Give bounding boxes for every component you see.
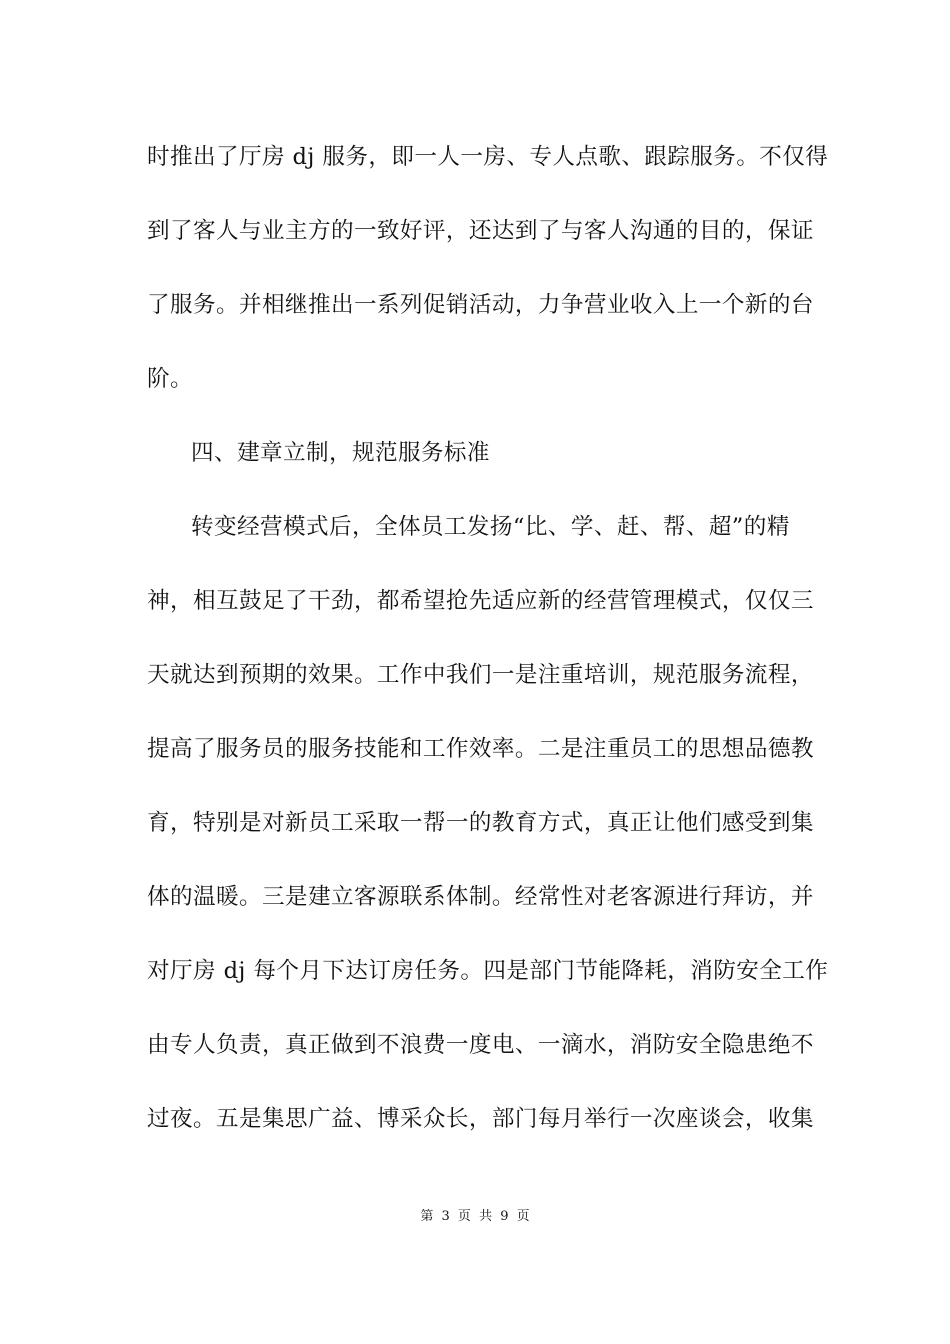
paragraph-line: 天就达到预期的效果。工作中我们一是注重培训，规范服务流程， xyxy=(147,662,814,688)
paragraph-line: 转变经营模式后，全体员工发扬“比、学、赶、帮、超”的精 xyxy=(191,514,790,540)
page-number-footer xyxy=(0,1208,950,1226)
paragraph-line: 时推出了厅房 dj 服务，即一人一房、专人点歌、跟踪服务。不仅得 xyxy=(147,144,829,170)
footer-prefix: 第 xyxy=(420,1209,434,1224)
footer-mid1: 页 xyxy=(457,1209,471,1224)
paragraph-line: 体的温暖。三是建立客源联系体制。经常性对老客源进行拜访，并 xyxy=(147,884,814,910)
footer-total-pages: 9 xyxy=(500,1209,509,1224)
footer-current-page: 3 xyxy=(441,1209,450,1224)
section-heading: 四、建章立制，规范服务标准 xyxy=(191,440,490,466)
paragraph-line: 过夜。五是集思广益、博采众长，部门每月举行一次座谈会，收集 xyxy=(147,1106,814,1132)
paragraph-line: 育，特别是对新员工采取一帮一的教育方式，真正让他们感受到集 xyxy=(147,810,814,836)
footer-mid2: 共 xyxy=(479,1209,493,1224)
paragraph-line: 提高了服务员的服务技能和工作效率。二是注重员工的思想品德教 xyxy=(147,736,814,762)
paragraph-line: 到了客人与业主方的一致好评，还达到了与客人沟通的目的，保证 xyxy=(147,218,814,244)
paragraph-line: 了服务。并相继推出一系列促销活动，力争营业收入上一个新的台 xyxy=(147,292,814,318)
paragraph-line: 神，相互鼓足了干劲，都希望抢先适应新的经营管理模式，仅仅三 xyxy=(147,588,814,614)
paragraph-line: 阶。 xyxy=(147,366,193,392)
paragraph-line: 由专人负责，真正做到不浪费一度电、一滴水，消防安全隐患绝不 xyxy=(147,1032,814,1058)
paragraph-line: 对厅房 dj 每个月下达订房任务。四是部门节能降耗，消防安全工作 xyxy=(147,958,829,984)
footer-suffix: 页 xyxy=(516,1209,530,1224)
